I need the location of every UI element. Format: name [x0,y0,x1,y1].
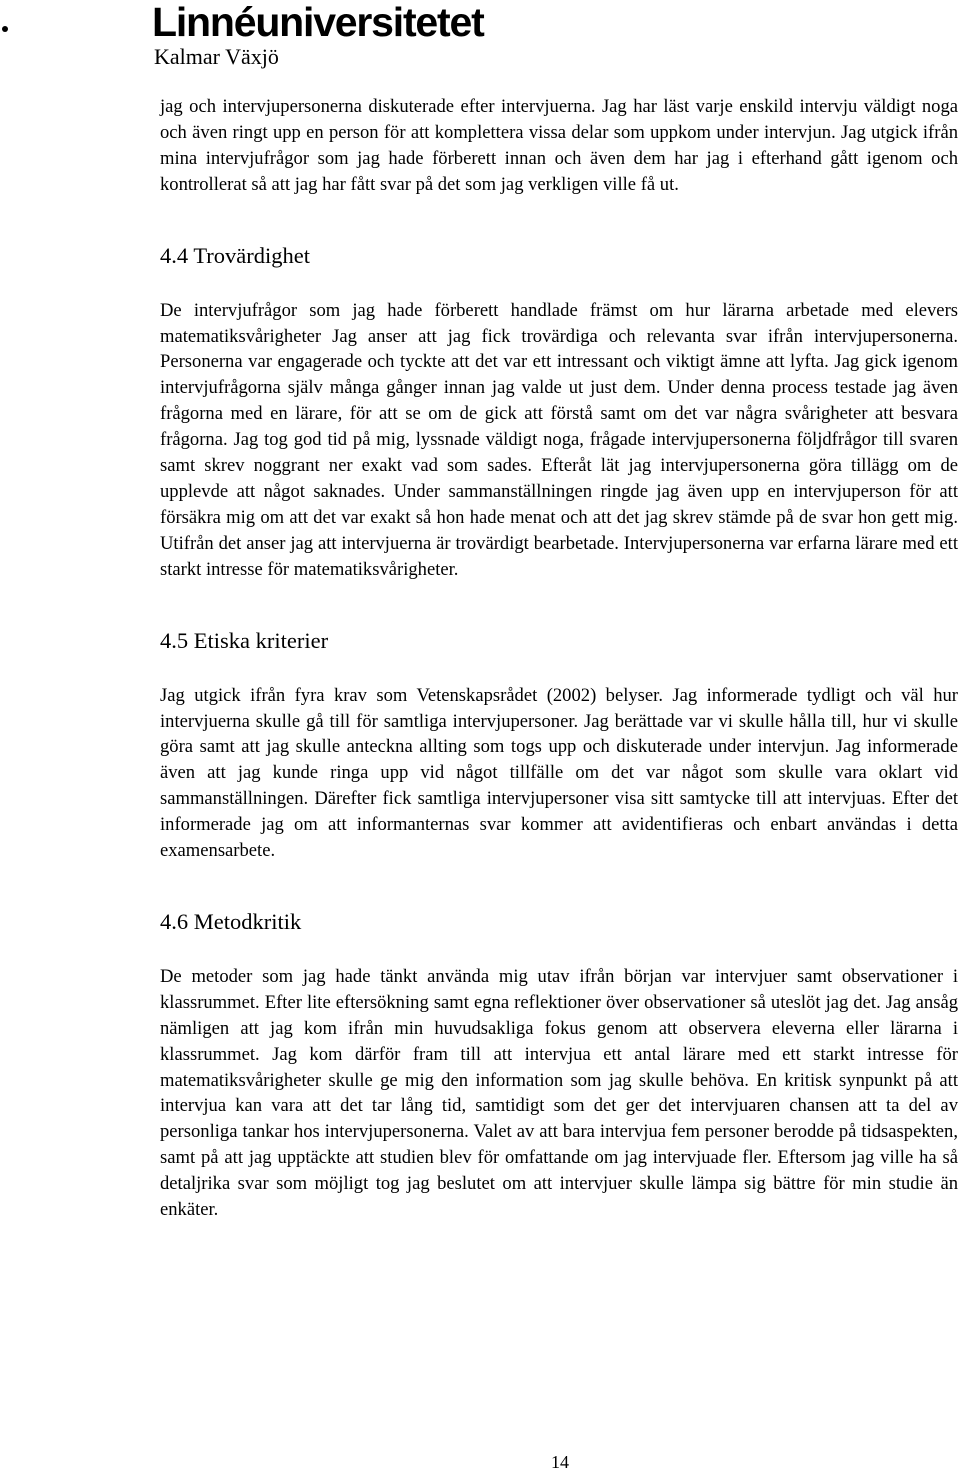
paragraph-trovardighet: De intervjufrågor som jag hade förberett handlade främst om hur lärarna arbetade med elevers matematiksvårigheter Jag anser att jag fick trovärdiga och relevanta svar ifrån intervjupersonerna. Personerna var engagerade och tyckte att det var ett intressant och viktigt ämne att lyfta. Jag gick igenom intervjufrågorna själv många gånger innan jag valde ut just dem. Under denna process testade jag även frågorna med en lärare, för att se om de gick att förstå samt om det var några svårigheter att besvara frågorna. Jag tog god tid på mig, lyssnade väldigt noga, frågade intervjupersonerna följdfrågor till svaren samt skrev noggrant ner exakt vad som sades. Efteråt lät jag intervjupersonerna göra tillägg om de upplevde att något saknades. Under sammanställningen ringde jag även upp en intervjuperson för att försäkra mig om att det var exakt så hon hade menat och att det jag skrev stämde på de svar hon gett mig. Utifrån det anser jag att intervjuerna är trovärdigt bearbetade. Intervjupersonerna var erfarna lärare med ett starkt intresse för matematiksvårigheter. [160,299,958,580]
logo-dot-mark [2,26,8,32]
heading-trovardighet: 4.4 Trovärdighet [160,242,311,268]
page-number: 14 [551,1452,569,1472]
university-logo [152,0,552,78]
paragraph-metodkritik: De metoder som jag hade tänkt använda mig utav ifrån början var intervjuer samt observationer i klassrummet. Efter lite eftersökning samt egna reflektioner över observationer så uteslöt jag det. Jag ansåg nämligen att jag kom ifrån min huvudsakliga fokus genom att observera eleverna eller lärarna i klassrummet. Jag kom därför fram till att intervjua ett antal lärare med ett starkt intresse för matematiksvårigheter skulle ge mig den information som jag skulle behöva. En kritisk synpunkt på att intervjua kan vara att det tar lång tid, samtidigt som det ger det intervjuaren chansen att ta del av personliga tankar hos intervjupersonerna. Valet av att bara intervjua fem personer berodde på tidsaspekten, samt på att jag upptäckte att studien blev för omfattande om jag intervjuade fler. Eftersom jag ville ha så detaljrika svar som möjligt tog jag beslutet om att intervjuer skulle lämpa sig bättre för min studie än enkäter. [160,965,958,1221]
paragraph-etiska-kriterier: Jag utgick ifrån fyra krav som Vetenskapsrådet (2002) belyser. Jag informerade tydligt och väl hur intervjuerna skulle gå till för samtliga intervjupersoner. Jag berättade var vi skulle hålla till, hur vi skulle göra samt att jag skulle anteckna allting som togs upp och diskuterade under intervjun. Jag informerade även att jag kunde ringa upp vid något tillfälle om det var något som skulle vara oklart vid sammanställningen. Därefter fick samtliga intervjupersoner visa sitt samtycke till att intervjuas. Efter det informerade jag om att informanternas svar kommer att avidentifieras och enbart användas i detta examensarbete. [160,684,958,862]
heading-metodkritik: 4.6 Metodkritik [160,908,302,934]
logo-name: Linnéuniversitetet [152,0,484,45]
document-body [160,94,958,1223]
paragraph-intro: jag och intervjupersonerna diskuterade efter intervjuerna. Jag har läst varje enskild intervju väldigt noga och även ringt upp en person för att komplettera vissa delar som uppkom under intervjun. Jag utgick ifrån mina intervjufrågor som jag hade förberett innan och även dem har jag i efterhand gått igenom och kontrollerat så att jag har fått svar på det som jag verkligen ville få ut. [160,96,958,195]
heading-etiska-kriterier: 4.5 Etiska kriterier [160,627,329,653]
logo-subtitle: Kalmar Växjö [154,44,279,69]
